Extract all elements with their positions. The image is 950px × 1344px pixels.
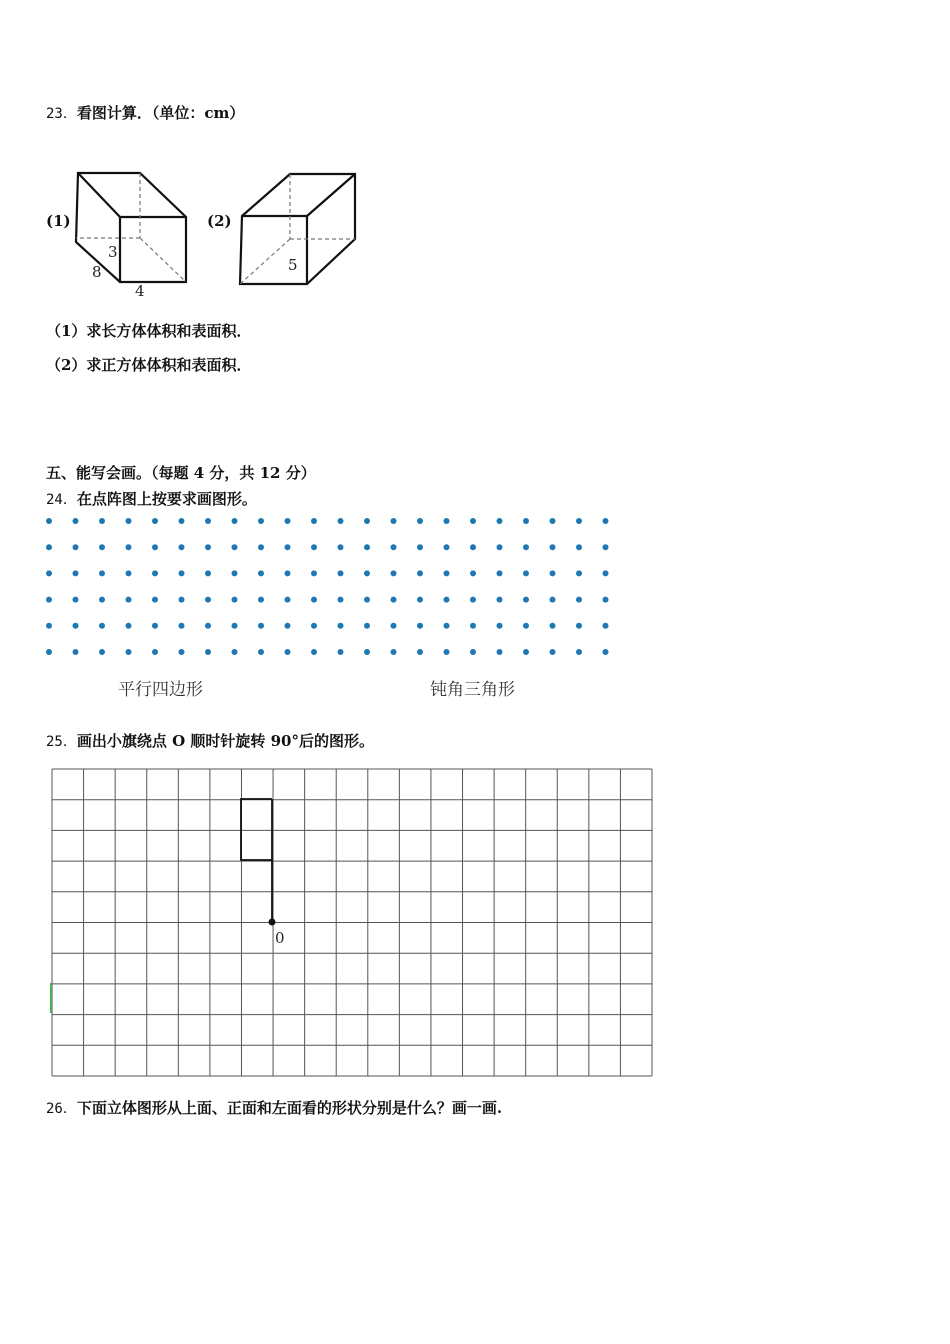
grid-dot[interactable] — [258, 570, 264, 576]
dot-grid[interactable] — [40, 512, 620, 662]
grid-dot[interactable] — [179, 518, 185, 524]
grid-dot[interactable] — [99, 597, 105, 603]
grid-dot[interactable] — [523, 597, 529, 603]
flag — [241, 799, 272, 922]
caption-obtuse-triangle: 钝角三角形 — [430, 680, 515, 700]
cube-edge — [307, 174, 355, 216]
fig1-label: (1) — [46, 212, 71, 230]
grid-dot[interactable] — [391, 518, 397, 524]
grid-dot[interactable] — [258, 544, 264, 550]
grid-dot[interactable] — [576, 649, 582, 655]
grid-dot[interactable] — [338, 623, 344, 629]
grid-dot[interactable] — [205, 597, 211, 603]
grid-dot[interactable] — [338, 544, 344, 550]
grid-dot[interactable] — [550, 597, 556, 603]
grid-dot[interactable] — [179, 623, 185, 629]
grid-dot[interactable] — [550, 623, 556, 629]
grid-dot[interactable] — [311, 649, 317, 655]
grid-dot[interactable] — [364, 597, 370, 603]
grid-dot[interactable] — [470, 544, 476, 550]
q26-heading — [46, 1097, 502, 1118]
grid-dot[interactable] — [497, 623, 503, 629]
q23-heading — [46, 102, 244, 123]
q23-sub2: （2）求正方体体积和表面积． — [46, 356, 252, 374]
grid-dot[interactable] — [497, 649, 503, 655]
grid-dot[interactable] — [152, 570, 158, 576]
grid-dot[interactable] — [285, 649, 291, 655]
grid-dot[interactable] — [391, 597, 397, 603]
grid-dot[interactable] — [364, 570, 370, 576]
grid-dot[interactable] — [152, 597, 158, 603]
grid-dot[interactable] — [444, 623, 450, 629]
grid-dot[interactable] — [417, 518, 423, 524]
cube-edge-label: 5 — [288, 256, 298, 274]
q24-heading — [46, 488, 257, 509]
grid-dot[interactable] — [258, 623, 264, 629]
grid-dot[interactable] — [46, 544, 52, 550]
grid-dot[interactable] — [73, 544, 79, 550]
grid-dot[interactable] — [364, 623, 370, 629]
fig2-label: (2) — [207, 212, 232, 230]
q25-title: 画出小旗绕点 O 顺时针旋转 90°后的图形。 — [76, 732, 374, 750]
grid-dot[interactable] — [152, 518, 158, 524]
grid-dot[interactable] — [576, 518, 582, 524]
q23-number: 23． — [46, 106, 77, 122]
grid-dot[interactable] — [603, 597, 609, 603]
q26-title: 下面立体图形从上面、正面和左面看的形状分别是什么？画一画. — [76, 1099, 503, 1117]
grid-dot[interactable] — [232, 518, 238, 524]
rotation-point-o — [269, 919, 276, 926]
grid-dot[interactable] — [576, 570, 582, 576]
q24-title: 在点阵图上按要求画图形。 — [76, 490, 257, 508]
grid-dot[interactable] — [338, 597, 344, 603]
grid-dot[interactable] — [311, 570, 317, 576]
grid-dot[interactable] — [179, 544, 185, 550]
grid-dot[interactable] — [99, 518, 105, 524]
grid-dot[interactable] — [444, 544, 450, 550]
grid-dot[interactable] — [46, 623, 52, 629]
grid-dot[interactable] — [523, 544, 529, 550]
grid-dot[interactable] — [205, 570, 211, 576]
grid-dot[interactable] — [46, 597, 52, 603]
grid-dot[interactable] — [73, 597, 79, 603]
grid-dot[interactable] — [550, 544, 556, 550]
cuboid-edge — [78, 173, 120, 217]
grid-dot[interactable] — [126, 570, 132, 576]
q26-number: 26． — [46, 1101, 77, 1117]
cuboid-width-label: 4 — [135, 282, 145, 300]
grid-dot[interactable] — [338, 649, 344, 655]
grid-dot[interactable] — [576, 597, 582, 603]
grid-dot[interactable] — [417, 623, 423, 629]
grid-dot[interactable] — [99, 570, 105, 576]
grid-dot[interactable] — [364, 649, 370, 655]
grid-dot[interactable] — [285, 544, 291, 550]
square-grid[interactable] — [50, 767, 654, 1079]
grid-dot[interactable] — [285, 623, 291, 629]
q25-number: 25． — [46, 734, 77, 750]
grid-dot[interactable] — [205, 518, 211, 524]
grid-dot[interactable] — [417, 544, 423, 550]
grid-dot[interactable] — [497, 518, 503, 524]
grid-dot[interactable] — [523, 570, 529, 576]
grid-dot[interactable] — [73, 623, 79, 629]
grid-dot[interactable] — [126, 544, 132, 550]
grid-dot[interactable] — [417, 570, 423, 576]
grid-dot[interactable] — [550, 649, 556, 655]
grid-dot[interactable] — [444, 597, 450, 603]
q25-heading — [46, 730, 374, 751]
grid-dot[interactable] — [126, 518, 132, 524]
grid-dot[interactable] — [470, 518, 476, 524]
grid-dot[interactable] — [497, 570, 503, 576]
grid-dot[interactable] — [232, 623, 238, 629]
grid-dot[interactable] — [576, 623, 582, 629]
grid-dot[interactable] — [152, 544, 158, 550]
grid-dot[interactable] — [603, 544, 609, 550]
grid-dot[interactable] — [179, 597, 185, 603]
caption-parallelogram: 平行四边形 — [118, 680, 203, 700]
cuboid-height-label: 3 — [108, 243, 118, 261]
grid-dot[interactable] — [523, 518, 529, 524]
grid-dot[interactable] — [417, 649, 423, 655]
grid-dot[interactable] — [232, 544, 238, 550]
grid-dot[interactable] — [550, 518, 556, 524]
grid-dot[interactable] — [523, 649, 529, 655]
q23-title: 看图计算．（单位：cm） — [76, 104, 245, 122]
grid-dot[interactable] — [603, 570, 609, 576]
grid-dot[interactable] — [497, 597, 503, 603]
grid-dot[interactable] — [311, 518, 317, 524]
grid-dot[interactable] — [258, 518, 264, 524]
grid-dot[interactable] — [205, 544, 211, 550]
grid-dot[interactable] — [470, 623, 476, 629]
grid-dot[interactable] — [603, 518, 609, 524]
grid-dot[interactable] — [311, 544, 317, 550]
grid-dot[interactable] — [99, 623, 105, 629]
grid-dot[interactable] — [285, 570, 291, 576]
q23-sub1: （1）求长方体体积和表面积． — [46, 322, 252, 340]
section5-title: 五、能写会画。（每题 4 分，共 12 分） — [46, 464, 316, 482]
grid-dot[interactable] — [603, 649, 609, 655]
grid-dot[interactable] — [391, 544, 397, 550]
grid-dot[interactable] — [444, 570, 450, 576]
grid-dot[interactable] — [46, 649, 52, 655]
grid-dot[interactable] — [73, 518, 79, 524]
grid-dot[interactable] — [126, 649, 132, 655]
grid-dot[interactable] — [364, 544, 370, 550]
grid-dot[interactable] — [232, 570, 238, 576]
point-o-label: 0 — [275, 929, 285, 947]
grid-dot[interactable] — [391, 623, 397, 629]
grid-dot[interactable] — [497, 544, 503, 550]
grid-dot[interactable] — [258, 597, 264, 603]
grid-dot[interactable] — [205, 623, 211, 629]
grid-dot[interactable] — [338, 570, 344, 576]
flag-cloth — [241, 799, 272, 860]
grid-dot[interactable] — [364, 518, 370, 524]
grid-dot[interactable] — [470, 597, 476, 603]
grid-dot[interactable] — [550, 570, 556, 576]
grid-dot[interactable] — [285, 597, 291, 603]
grid-dot[interactable] — [152, 649, 158, 655]
grid-dot[interactable] — [152, 623, 158, 629]
grid-dot[interactable] — [179, 570, 185, 576]
grid-dot[interactable] — [126, 623, 132, 629]
grid-dot[interactable] — [285, 518, 291, 524]
grid-dot[interactable] — [338, 518, 344, 524]
grid-dot[interactable] — [99, 649, 105, 655]
q24-number: 24． — [46, 492, 77, 508]
grid-dot[interactable] — [73, 649, 79, 655]
cuboid-depth-label: 8 — [92, 263, 102, 281]
grid-dot[interactable] — [417, 597, 423, 603]
grid-dot[interactable] — [232, 597, 238, 603]
grid-dot[interactable] — [46, 570, 52, 576]
grid-dot[interactable] — [444, 518, 450, 524]
grid-dot[interactable] — [258, 649, 264, 655]
grid-dot[interactable] — [470, 649, 476, 655]
grid-dot[interactable] — [470, 570, 476, 576]
grid-dot[interactable] — [73, 570, 79, 576]
grid-dot[interactable] — [311, 597, 317, 603]
grid-dot[interactable] — [46, 518, 52, 524]
grid-dot[interactable] — [603, 623, 609, 629]
grid-dot[interactable] — [576, 544, 582, 550]
grid-dot[interactable] — [126, 597, 132, 603]
grid-dot[interactable] — [179, 649, 185, 655]
grid-dot[interactable] — [99, 544, 105, 550]
q23-figures — [60, 160, 380, 305]
grid-dot[interactable] — [205, 649, 211, 655]
grid-dot[interactable] — [523, 623, 529, 629]
grid-lines — [52, 769, 652, 1076]
grid-dot[interactable] — [232, 649, 238, 655]
grid-dot[interactable] — [444, 649, 450, 655]
grid-dot[interactable] — [311, 623, 317, 629]
grid-dot[interactable] — [391, 649, 397, 655]
grid-dot[interactable] — [391, 570, 397, 576]
